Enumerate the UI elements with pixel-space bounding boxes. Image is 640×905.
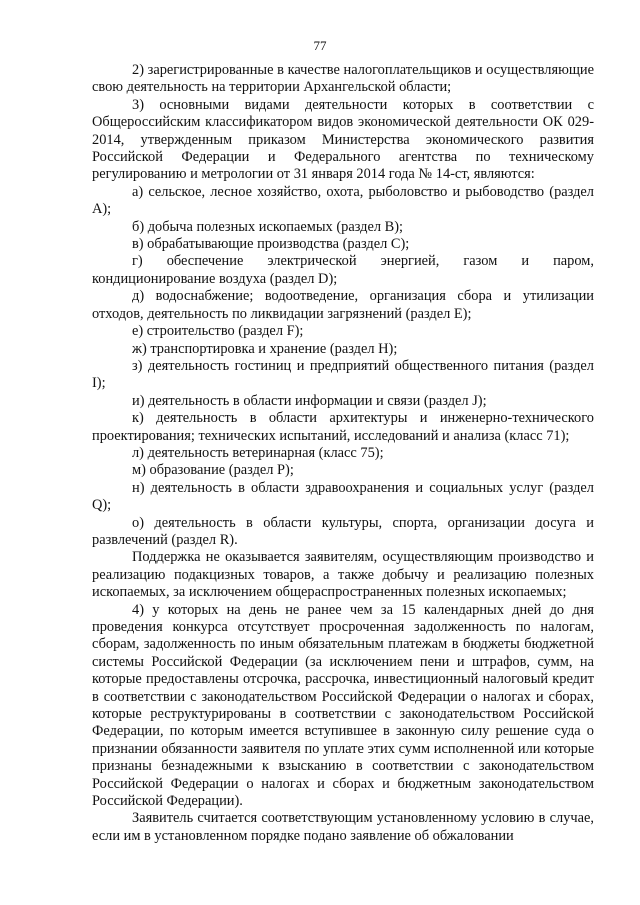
page-number: 77 [313, 38, 327, 53]
list-item-zh: ж) транспортировка и хранение (раздел H); [132, 340, 398, 357]
paragraph-applicant-compliance: Заявитель считается соответствующим установленному условию в случае, если им в установленном порядке подано заявление об обжаловании [92, 810, 594, 844]
list-item-v: в) обрабатывающие производства (раздел C); [132, 236, 410, 253]
list-item-g: г) обеспечение электрической энергией, газом и паром, кондиционирование воздуха (раздел D); [92, 253, 594, 287]
paragraph-condition-2: 2) зарегистрированные в качестве налогоплательщиков и осуществляющие свою деятельность на территории Архангельской области; [92, 62, 594, 96]
list-item-m: м) образование (раздел P); [132, 462, 294, 479]
list-item-d: д) водоснабжение; водоотведение, организация сбора и утилизации отходов, деятельность по ликвидации загрязнений (раздел E); [92, 288, 594, 322]
paragraph-condition-3: 3) основными видами деятельности которых в соответствии с Общероссийским классификатором видов экономической деятельности ОК 029-2014, утвержденным приказом Министерства экономического развития Российской Федерации и Федерального агентства по техническому регулированию и метрологии от 31 января 2014 года № 14-ст, являются: [92, 96, 594, 183]
document-body [92, 62, 594, 845]
list-item-l: л) деятельность ветеринарная (класс 75); [132, 444, 384, 461]
paragraph-support-exclusion: Поддержка не оказывается заявителям, осуществляющим производство и реализацию подакцизных товаров, а также добычу и реализацию полезных ископаемых, за исключением общераспространенных полезных ископаемых; [92, 549, 594, 601]
list-item-b: б) добыча полезных ископаемых (раздел B); [132, 218, 404, 235]
paragraph-condition-4: 4) у которых на день не ранее чем за 15 календарных дней до дня проведения конкурса отсутствует просроченная задолженность по налогам, сборам, задолженность по иным обязательным платежам в бюджеты бюджетной системы Российской Федерации (за исключением пени и штрафов, сумм, на которые предоставлены отсрочка, рассрочка, инвестиционный налоговый кредит в соответствии с законодательством Российской Федерации о налогах и сборах, которые реструктурированы в соответствии с законодательством Российской Федерации, по которым имеется вступившее в законную силу решение суда о признании обязанности заявителя по уплате этих сумм исполненной или которые признаны безнадежными к взысканию в соответствии с законодательством Российской Федерации о налогах и сборах и бюджетным законодательством Российской Федерации). [92, 601, 594, 810]
list-item-a: а) сельское, лесное хозяйство, охота, рыболовство и рыбоводство (раздел A); [92, 183, 594, 218]
list-item-n: н) деятельность в области здравоохранения и социальных услуг (раздел Q); [92, 479, 594, 514]
list-item-z: з) деятельность гостиниц и предприятий общественного питания (раздел I); [92, 357, 594, 392]
list-item-k: к) деятельность в области архитектуры и инженерно-технического проектирования; технических испытаний, исследований и анализа (класс 71); [92, 410, 594, 444]
list-item-e: е) строительство (раздел F); [132, 323, 304, 340]
list-item-o: о) деятельность в области культуры, спорта, организации досуга и развлечений (раздел R). [92, 514, 594, 548]
list-item-i: и) деятельность в области информации и связи (раздел J); [132, 392, 487, 409]
